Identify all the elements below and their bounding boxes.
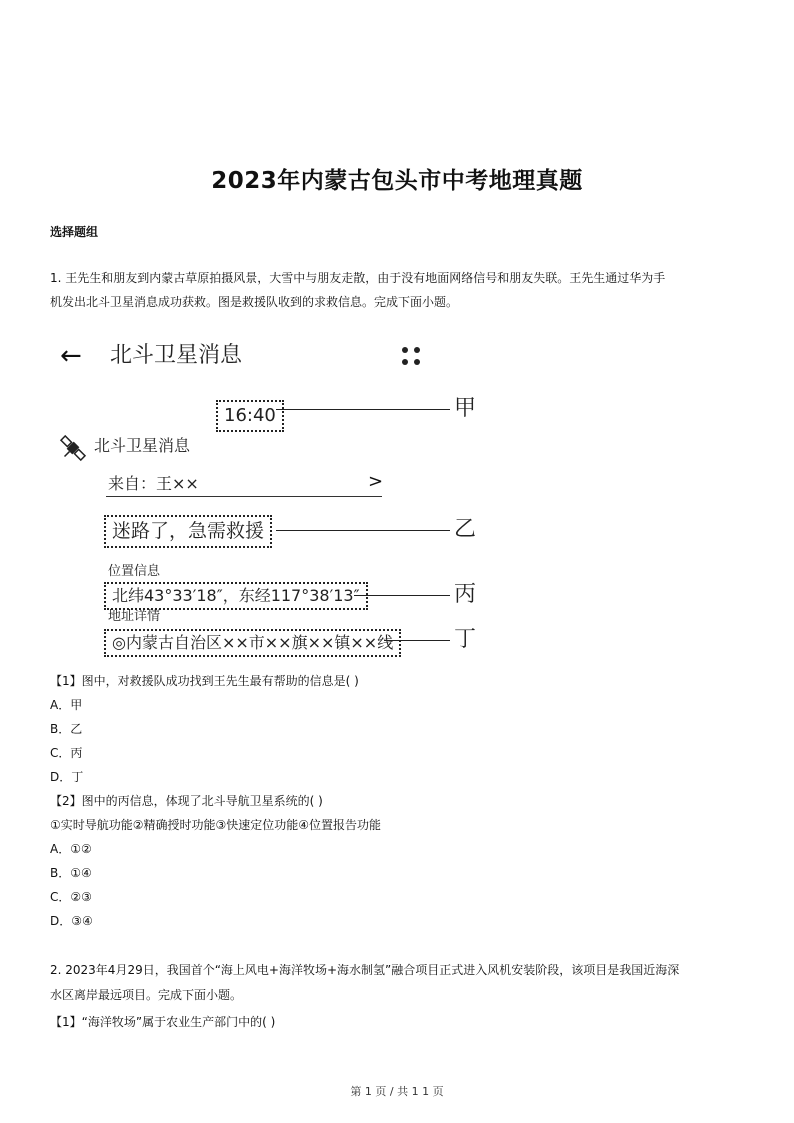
- sat-message-title: 北斗卫星消息: [94, 436, 191, 455]
- question-2-stem-line-1: 2. 2023年4月29日，我国首个“海上风电+海洋牧场+海水制氢”融合项目正式进入风机安装阶段，该项目是我国近海深: [50, 963, 680, 977]
- section-heading: 选择题组: [50, 225, 99, 239]
- q1-sub1-option-c: C．丙: [50, 746, 83, 760]
- label-bing: 丙: [454, 582, 477, 607]
- message-time: 16:40: [216, 400, 284, 432]
- page-title: 2023年内蒙古包头市中考地理真题: [211, 168, 583, 194]
- question-1-stem-line-2: 机发出北斗卫星消息成功获救。图是救援队收到的求救信息。完成下面小题。: [50, 295, 459, 309]
- q1-sub2-option-b: B．①④: [50, 866, 92, 880]
- figure-header-title: 北斗卫星消息: [110, 343, 243, 368]
- leader-line-jia: [276, 409, 450, 410]
- satellite-icon: [56, 431, 90, 465]
- back-arrow-icon: ←: [60, 341, 82, 371]
- label-jia: 甲: [454, 396, 477, 421]
- q1-sub1-option-d: D．丁: [50, 770, 84, 784]
- address-detail: ◎内蒙古自治区××市××旗××镇××线: [104, 629, 401, 657]
- q2-sub1-stem: 【1】“海洋牧场”属于农业生产部门中的( ): [50, 1015, 276, 1029]
- q1-sub1-option-b: B．乙: [50, 722, 83, 736]
- q1-sub2-option-a: A．①②: [50, 842, 92, 856]
- sender-divider: [106, 496, 382, 497]
- label-yi: 乙: [454, 517, 477, 542]
- location-label: 位置信息: [108, 564, 161, 579]
- q1-sub1-stem: 【1】图中，对救援队成功找到王先生最有帮助的信息是( ): [50, 674, 359, 688]
- leader-line-yi: [276, 530, 450, 531]
- question-2-stem-line-2: 水区离岸最远项目。完成下面小题。: [50, 988, 243, 1002]
- page-footer: 第 1 页 / 共 1 1 页: [350, 1085, 444, 1098]
- coordinates: 北纬43°33′18″，东经117°38′13″: [104, 582, 368, 610]
- address-label: 地址详情: [108, 609, 161, 624]
- four-dots-icon: [400, 345, 422, 367]
- leader-line-bing: [354, 595, 450, 596]
- chevron-right-icon: >: [368, 471, 384, 492]
- leader-line-ding: [384, 640, 450, 641]
- q1-sub2-choices: ①实时导航功能②精确授时功能③快速定位功能④位置报告功能: [50, 818, 382, 832]
- q1-sub2-option-d: D．③④: [50, 914, 93, 928]
- q1-sub2-option-c: C．②③: [50, 890, 92, 904]
- label-ding: 丁: [454, 627, 477, 652]
- beidou-message-figure: [50, 335, 490, 665]
- q1-sub2-stem: 【2】图中的丙信息，体现了北斗导航卫星系统的( ): [50, 794, 323, 808]
- q1-sub1-option-a: A．甲: [50, 698, 83, 712]
- question-1-stem-line-1: 1. 王先生和朋友到内蒙古草原拍摄风景，大雪中与朋友走散，由于没有地面网络信号和朋友失联。王先生通过华为手: [50, 271, 666, 285]
- sender-line: 来自：王××: [108, 474, 199, 493]
- message-content: 迷路了，急需救援: [104, 515, 272, 548]
